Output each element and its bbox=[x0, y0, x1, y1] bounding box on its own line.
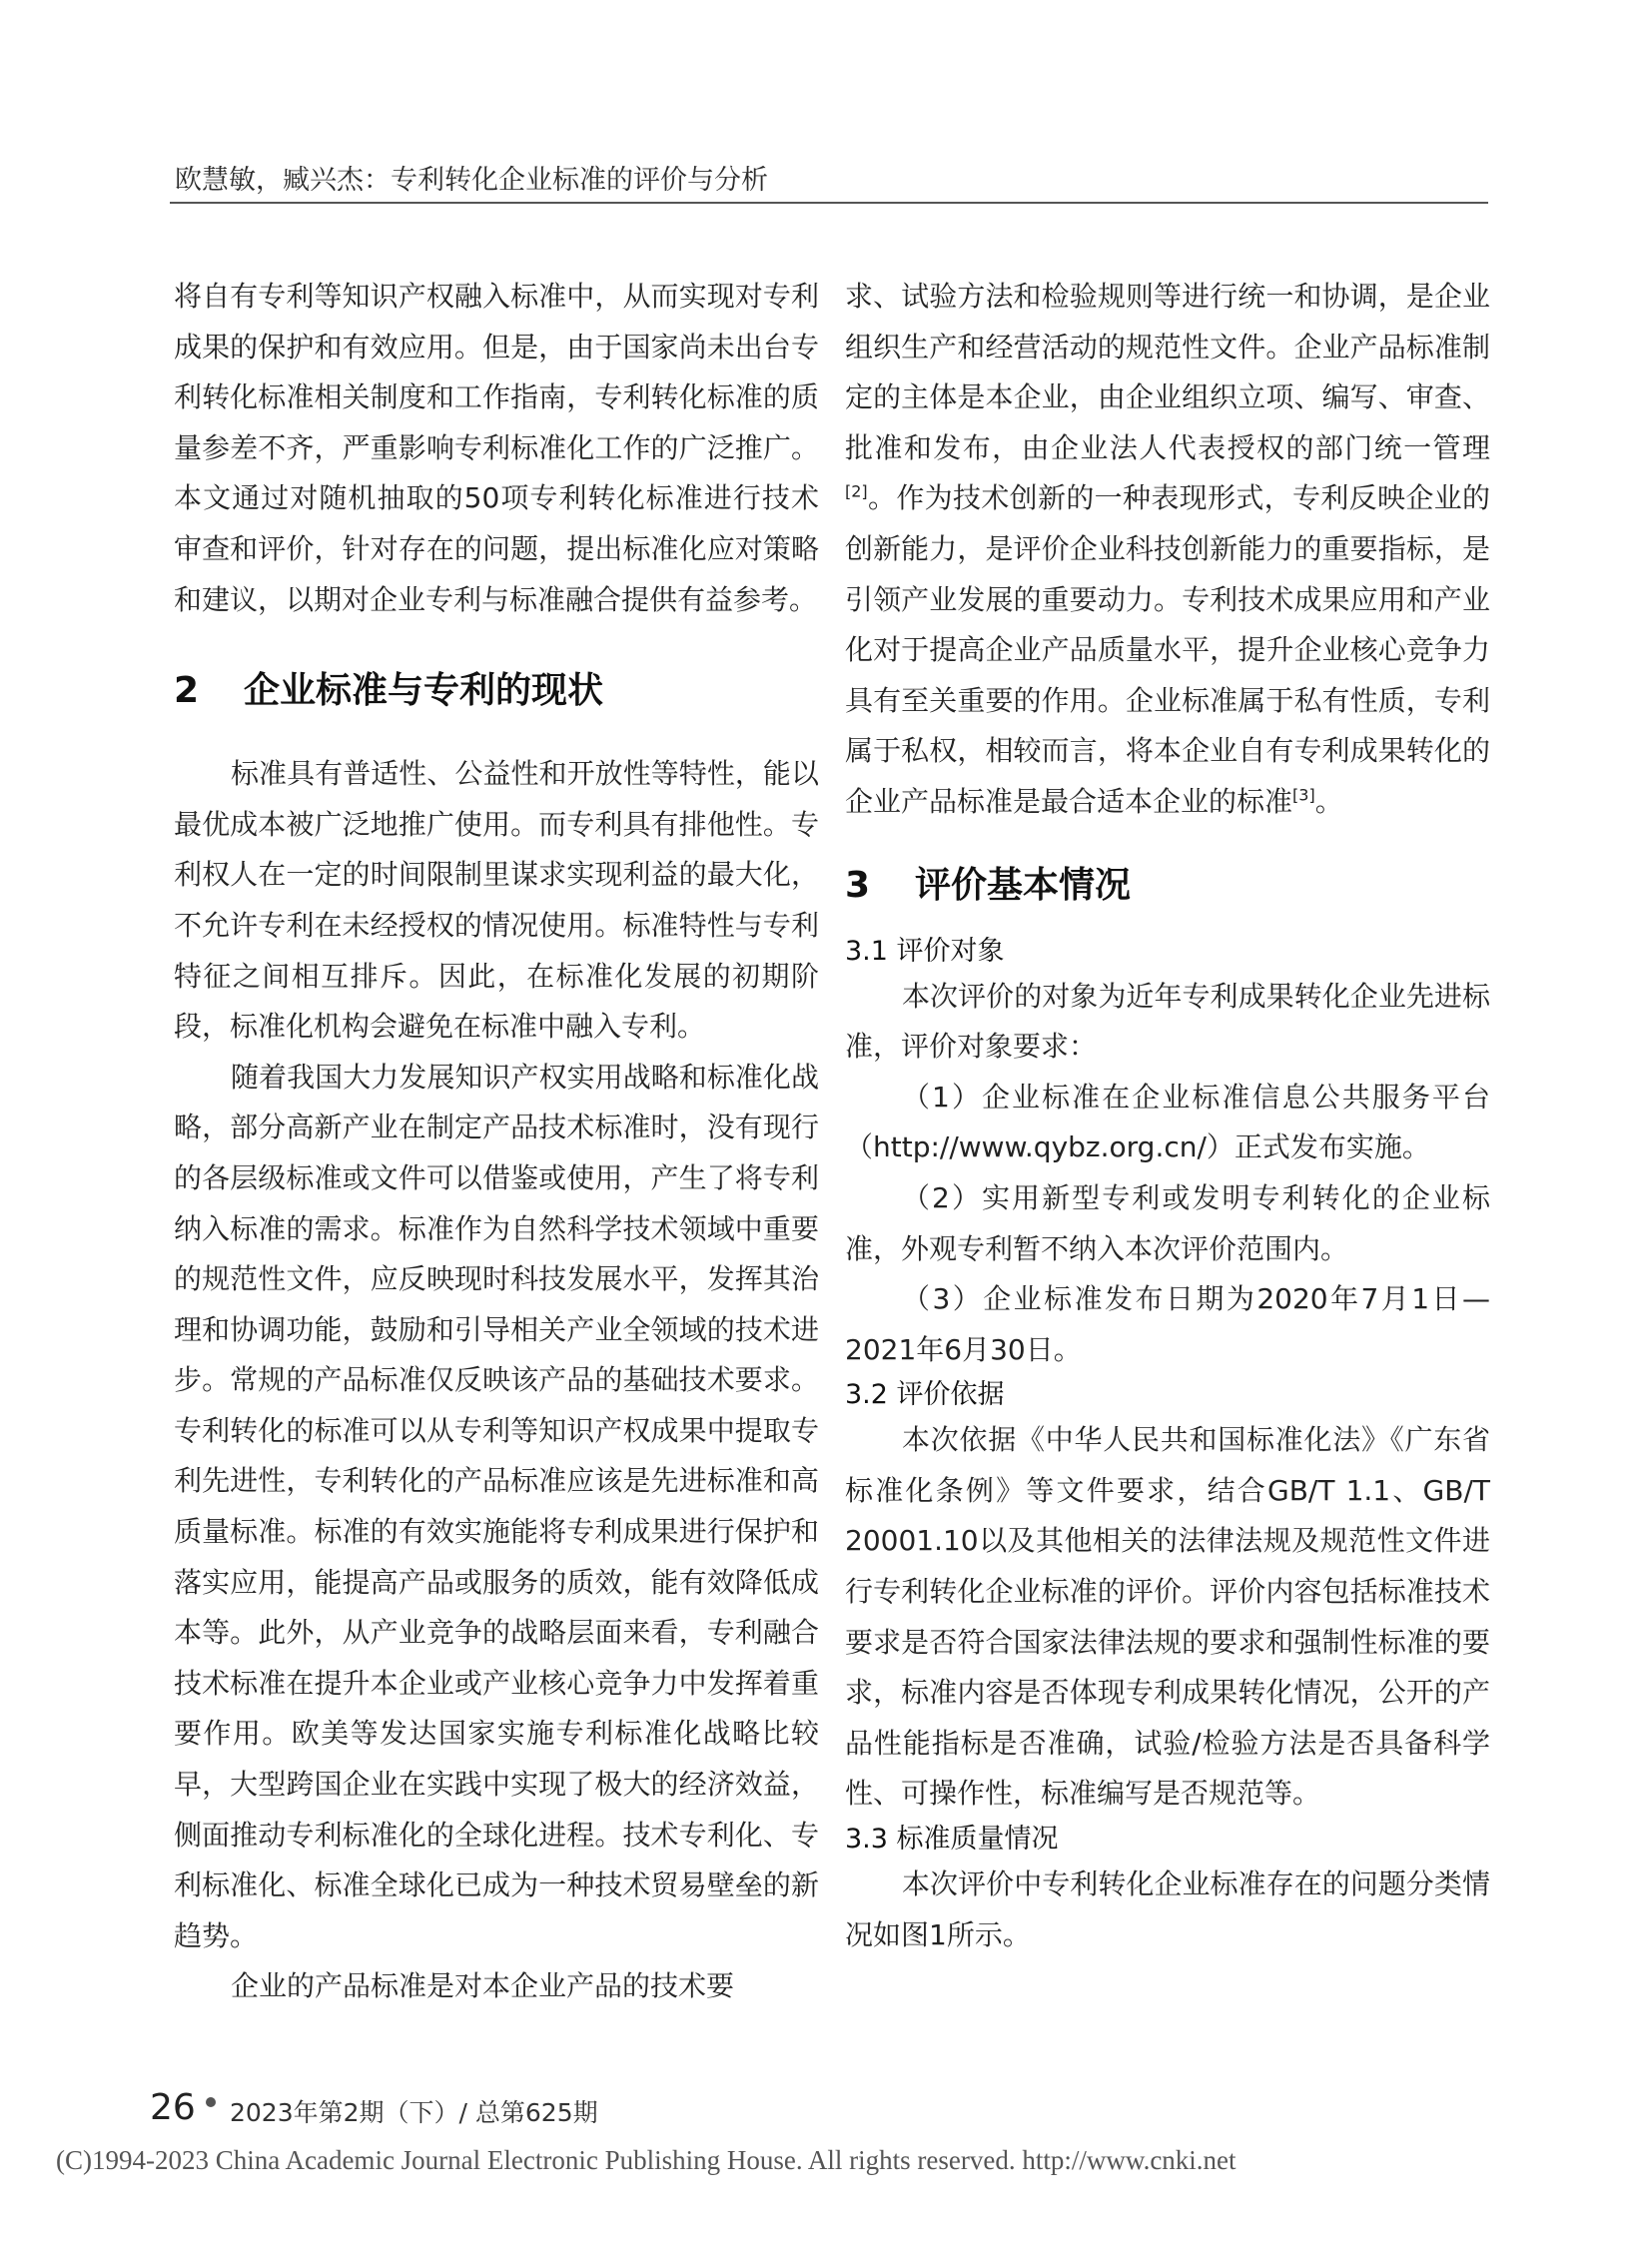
right-column bbox=[845, 272, 1490, 1960]
paragraph-3-3: 本次评价中专利转化企业标准存在的问题分类情况如图1所示。 bbox=[845, 1868, 1490, 1951]
subsection-3-1-heading: 3.1 评价对象 bbox=[845, 935, 1005, 967]
paragraph-text: 。 bbox=[1314, 784, 1343, 818]
paragraph-intro-continued: 将自有专利等知识产权融入标准中，从而实现对专利成果的保护和有效应用。但是，由于国家尚未出台专利转化标准相关制度和工作指南，专利转化标准的质量参差不齐，严重影响专利标准化工作的广泛推广。本文通过对随机抽取的50项专利转化标准进行技术审查和评价，针对存在的问题，提出标准化应对策略和建议，以期对企业专利与标准融合提供有益参考。 bbox=[174, 280, 819, 616]
section-2-heading bbox=[174, 670, 819, 712]
subsection-3-2-heading: 3.2 评价依据 bbox=[845, 1379, 1005, 1411]
section-3-number: 3 bbox=[845, 864, 871, 906]
paragraph-section2-3-continued bbox=[845, 272, 1490, 828]
paragraph-text: 。作为技术创新的一种表现形式，专利反映企业的创新能力，是评价企业科技创新能力的重要指标，是引领产业发展的重要动力。专利技术成果应用和产业化对于提高企业产品质量水平，提升企业核心竞争力具有至关重要的作用。企业标准属于私有性质，专利属于私权，相较而言，将本企业自有专利成果转化的企业产品标准是最合适本企业的标准 bbox=[845, 481, 1490, 818]
paragraph-3-2: 本次依据《中华人民共和国标准化法》《广东省标准化条例》等文件要求，结合GB/T 1.1、GB/T 20001.10以及其他相关的法律法规及规范性文件进行专利转化企业标准的评价。评价内容包括标准技术要求是否符合国家法律法规的要求和强制性标准的要求，标准内容是否体现专利成果转化情况，公开的产品性能指标是否准确，试验/检验方法是否具备科学性、可操作性，标准编写是否规范等。 bbox=[845, 1423, 1490, 1811]
issue-info: 2023年第2期（下）/ 总第625期 bbox=[230, 2098, 598, 2127]
section-2-title: 企业标准与专利的现状 bbox=[244, 670, 604, 712]
requirement-item-3: （3）企业标准发布日期为2020年7月1日—2021年6月30日。 bbox=[845, 1282, 1490, 1366]
citation-ref-3: [3] bbox=[1292, 785, 1315, 805]
section-3-heading bbox=[845, 864, 1490, 906]
subsection-3-3-heading: 3.3 标准质量情况 bbox=[845, 1824, 1059, 1856]
paragraph-section2-2: 随着我国大力发展知识产权实用战略和标准化战略，部分高新产业在制定产品技术标准时，没有现行的各层级标准或文件可以借鉴或使用，产生了将专利纳入标准的需求。标准作为自然科学技术领域中重要的规范性文件，应反映现时科技发展水平，发挥其治理和协调功能，鼓励和引导相关产业全领域的技术进步。常规的产品标准仅反映该产品的基础技术要求。专利转化的标准可以从专利等知识产权成果中提取专利先进性，专利转化的产品标准应该是先进标准和高质量标准。标准的有效实施能将专利成果进行保护和落实应用，能提高产品或服务的质效，能有效降低成本等。此外，从产业竞争的战略层面来看，专利融合技术标准在提升本企业或产业核心竞争力中发挥着重要作用。欧美等发达国家实施专利标准化战略比较早，大型跨国企业在实践中实现了极大的经济效益，侧面推动专利标准化的全球化进程。技术专利化、专利标准化、标准全球化已成为一种技术贸易壁垒的新趋势。 bbox=[174, 1060, 819, 1952]
section-2-number: 2 bbox=[174, 670, 200, 712]
header-rule bbox=[170, 202, 1488, 204]
requirement-item-2: （2）实用新型专利或发明专利转化的企业标准，外观专利暂不纳入本次评价范围内。 bbox=[845, 1180, 1490, 1265]
citation-ref-2: [2] bbox=[845, 482, 868, 502]
footer-bullet bbox=[206, 2097, 216, 2107]
running-head: 欧慧敏，臧兴杰：专利转化企业标准的评价与分析 bbox=[175, 165, 768, 196]
paragraph-section2-3-start: 企业的产品标准是对本企业产品的技术要 bbox=[231, 1969, 735, 2003]
paragraph-text: 求、试验方法和检验规则等进行统一和协调，是企业组织生产和经营活动的规范性文件。企业产品标准制定的主体是本企业，由企业组织立项、编写、审查、批准和发布，由企业法人代表授权的部门统一管理 bbox=[845, 280, 1490, 464]
requirement-item-1: （1）企业标准在企业标准信息公共服务平台（http://www.qybz.org.cn/）正式发布实施。 bbox=[845, 1080, 1490, 1164]
paragraph-section2-1: 标准具有普适性、公益性和开放性等特性，能以最优成本被广泛地推广使用。而专利具有排他性。专利权人在一定的时间限制里谋求实现利益的最大化，不允许专利在未经授权的情况使用。标准特性与专利特征之间相互排斥。因此，在标准化发展的初期阶段，标准化机构会避免在标准中融入专利。 bbox=[174, 757, 819, 1044]
left-column bbox=[174, 272, 819, 2012]
page-number: 26 bbox=[150, 2087, 196, 2128]
paragraph-3-1: 本次评价的对象为近年专利成果转化企业先进标准，评价对象要求： bbox=[845, 979, 1490, 1064]
copyright-notice: (C)1994-2023 China Academic Journal Electronic Publishing House. All rights reserved. http://www.cnki.net bbox=[56, 2145, 1237, 2175]
section-3-title: 评价基本情况 bbox=[915, 864, 1132, 906]
